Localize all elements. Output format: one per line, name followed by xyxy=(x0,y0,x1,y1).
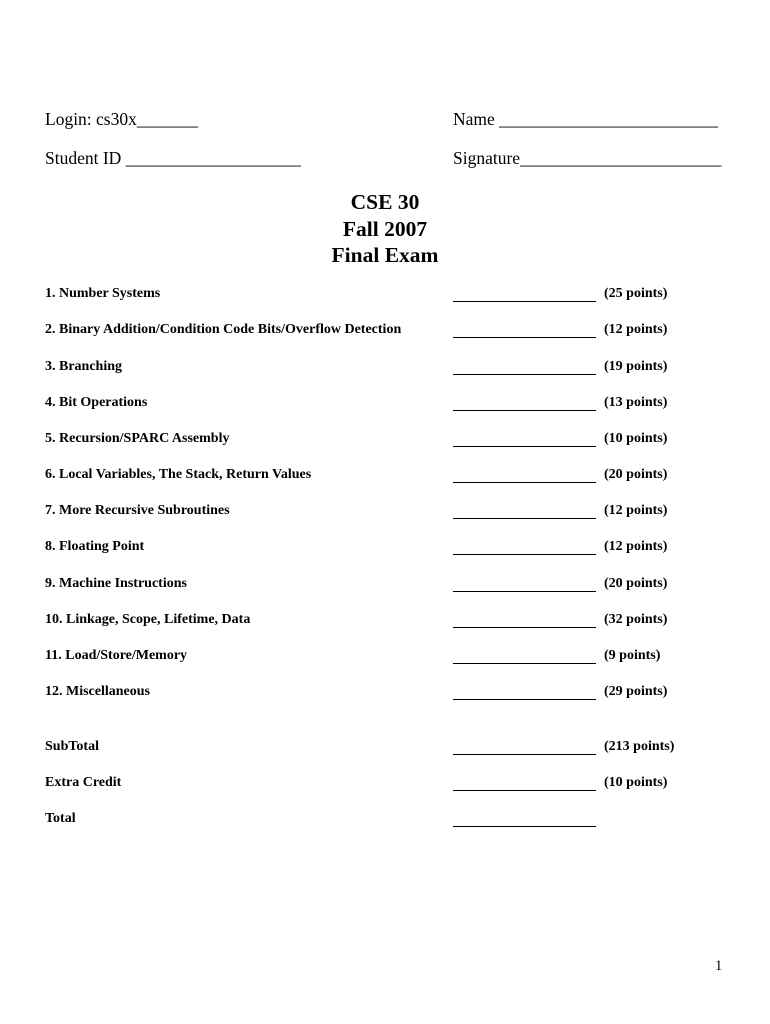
question-points: (20 points) xyxy=(604,467,668,482)
subtotal-row xyxy=(0,739,770,759)
question-label: 6. Local Variables, The Stack, Return Values xyxy=(45,467,312,482)
question-points: (10 points) xyxy=(604,431,668,446)
score-blank xyxy=(453,301,596,302)
name-field: Name _________________________ xyxy=(453,109,718,129)
signature-field: Signature_______________________ xyxy=(453,148,722,168)
question-points: (29 points) xyxy=(604,684,668,699)
score-blank xyxy=(453,482,596,483)
question-points: (20 points) xyxy=(604,576,668,591)
question-row xyxy=(0,576,770,596)
total-label: Total xyxy=(45,811,76,826)
score-blank xyxy=(453,591,596,592)
question-label: 9. Machine Instructions xyxy=(45,576,187,591)
score-blank xyxy=(453,410,596,411)
question-points: (12 points) xyxy=(604,539,668,554)
score-blank xyxy=(453,826,596,827)
question-label: 7. More Recursive Subroutines xyxy=(45,503,230,518)
question-points: (12 points) xyxy=(604,322,668,337)
question-label: 2. Binary Addition/Condition Code Bits/Overflow Detection xyxy=(45,322,402,337)
score-blank xyxy=(453,554,596,555)
question-points: (9 points) xyxy=(604,648,661,663)
question-row xyxy=(0,612,770,632)
page-number: 1 xyxy=(715,958,723,974)
question-row xyxy=(0,431,770,451)
exam-title xyxy=(0,189,770,269)
score-blank xyxy=(453,790,596,791)
score-blank xyxy=(453,627,596,628)
score-blank xyxy=(453,518,596,519)
question-label: 11. Load/Store/Memory xyxy=(45,648,188,663)
score-blank xyxy=(453,337,596,338)
question-row xyxy=(0,359,770,379)
score-blank xyxy=(453,699,596,700)
question-label: 4. Bit Operations xyxy=(45,395,148,410)
subtotal-label: SubTotal xyxy=(45,739,99,754)
question-row xyxy=(0,539,770,559)
question-label: 8. Floating Point xyxy=(45,539,145,554)
extra-credit-label: Extra Credit xyxy=(45,775,122,790)
question-row xyxy=(0,503,770,523)
student-id-field: Student ID ____________________ xyxy=(45,148,301,168)
question-row xyxy=(0,322,770,342)
question-points: (19 points) xyxy=(604,359,668,374)
exam-name: Final Exam xyxy=(331,243,439,267)
question-label: 3. Branching xyxy=(45,359,123,374)
question-points: (32 points) xyxy=(604,612,668,627)
question-label: 12. Miscellaneous xyxy=(45,684,150,699)
term-title: Fall 2007 xyxy=(342,216,428,241)
login-field: Login: cs30x_______ xyxy=(45,109,199,129)
score-blank xyxy=(453,446,596,447)
question-row xyxy=(0,286,770,306)
score-blank xyxy=(453,754,596,755)
course-title: CSE 30 xyxy=(350,190,420,214)
score-blank xyxy=(453,663,596,664)
subtotal-points: (213 points) xyxy=(604,739,675,754)
question-row xyxy=(0,684,770,704)
question-points: (13 points) xyxy=(604,395,668,410)
question-row xyxy=(0,467,770,487)
question-points: (25 points) xyxy=(604,286,668,301)
extra-credit-row xyxy=(0,775,770,795)
score-blank xyxy=(453,374,596,375)
question-label: 10. Linkage, Scope, Lifetime, Data xyxy=(45,612,251,627)
question-row xyxy=(0,648,770,668)
question-points: (12 points) xyxy=(604,503,668,518)
question-label: 1. Number Systems xyxy=(45,286,161,301)
extra-credit-points: (10 points) xyxy=(604,775,668,790)
total-row xyxy=(0,811,770,831)
question-label: 5. Recursion/SPARC Assembly xyxy=(45,431,230,446)
question-row xyxy=(0,395,770,415)
